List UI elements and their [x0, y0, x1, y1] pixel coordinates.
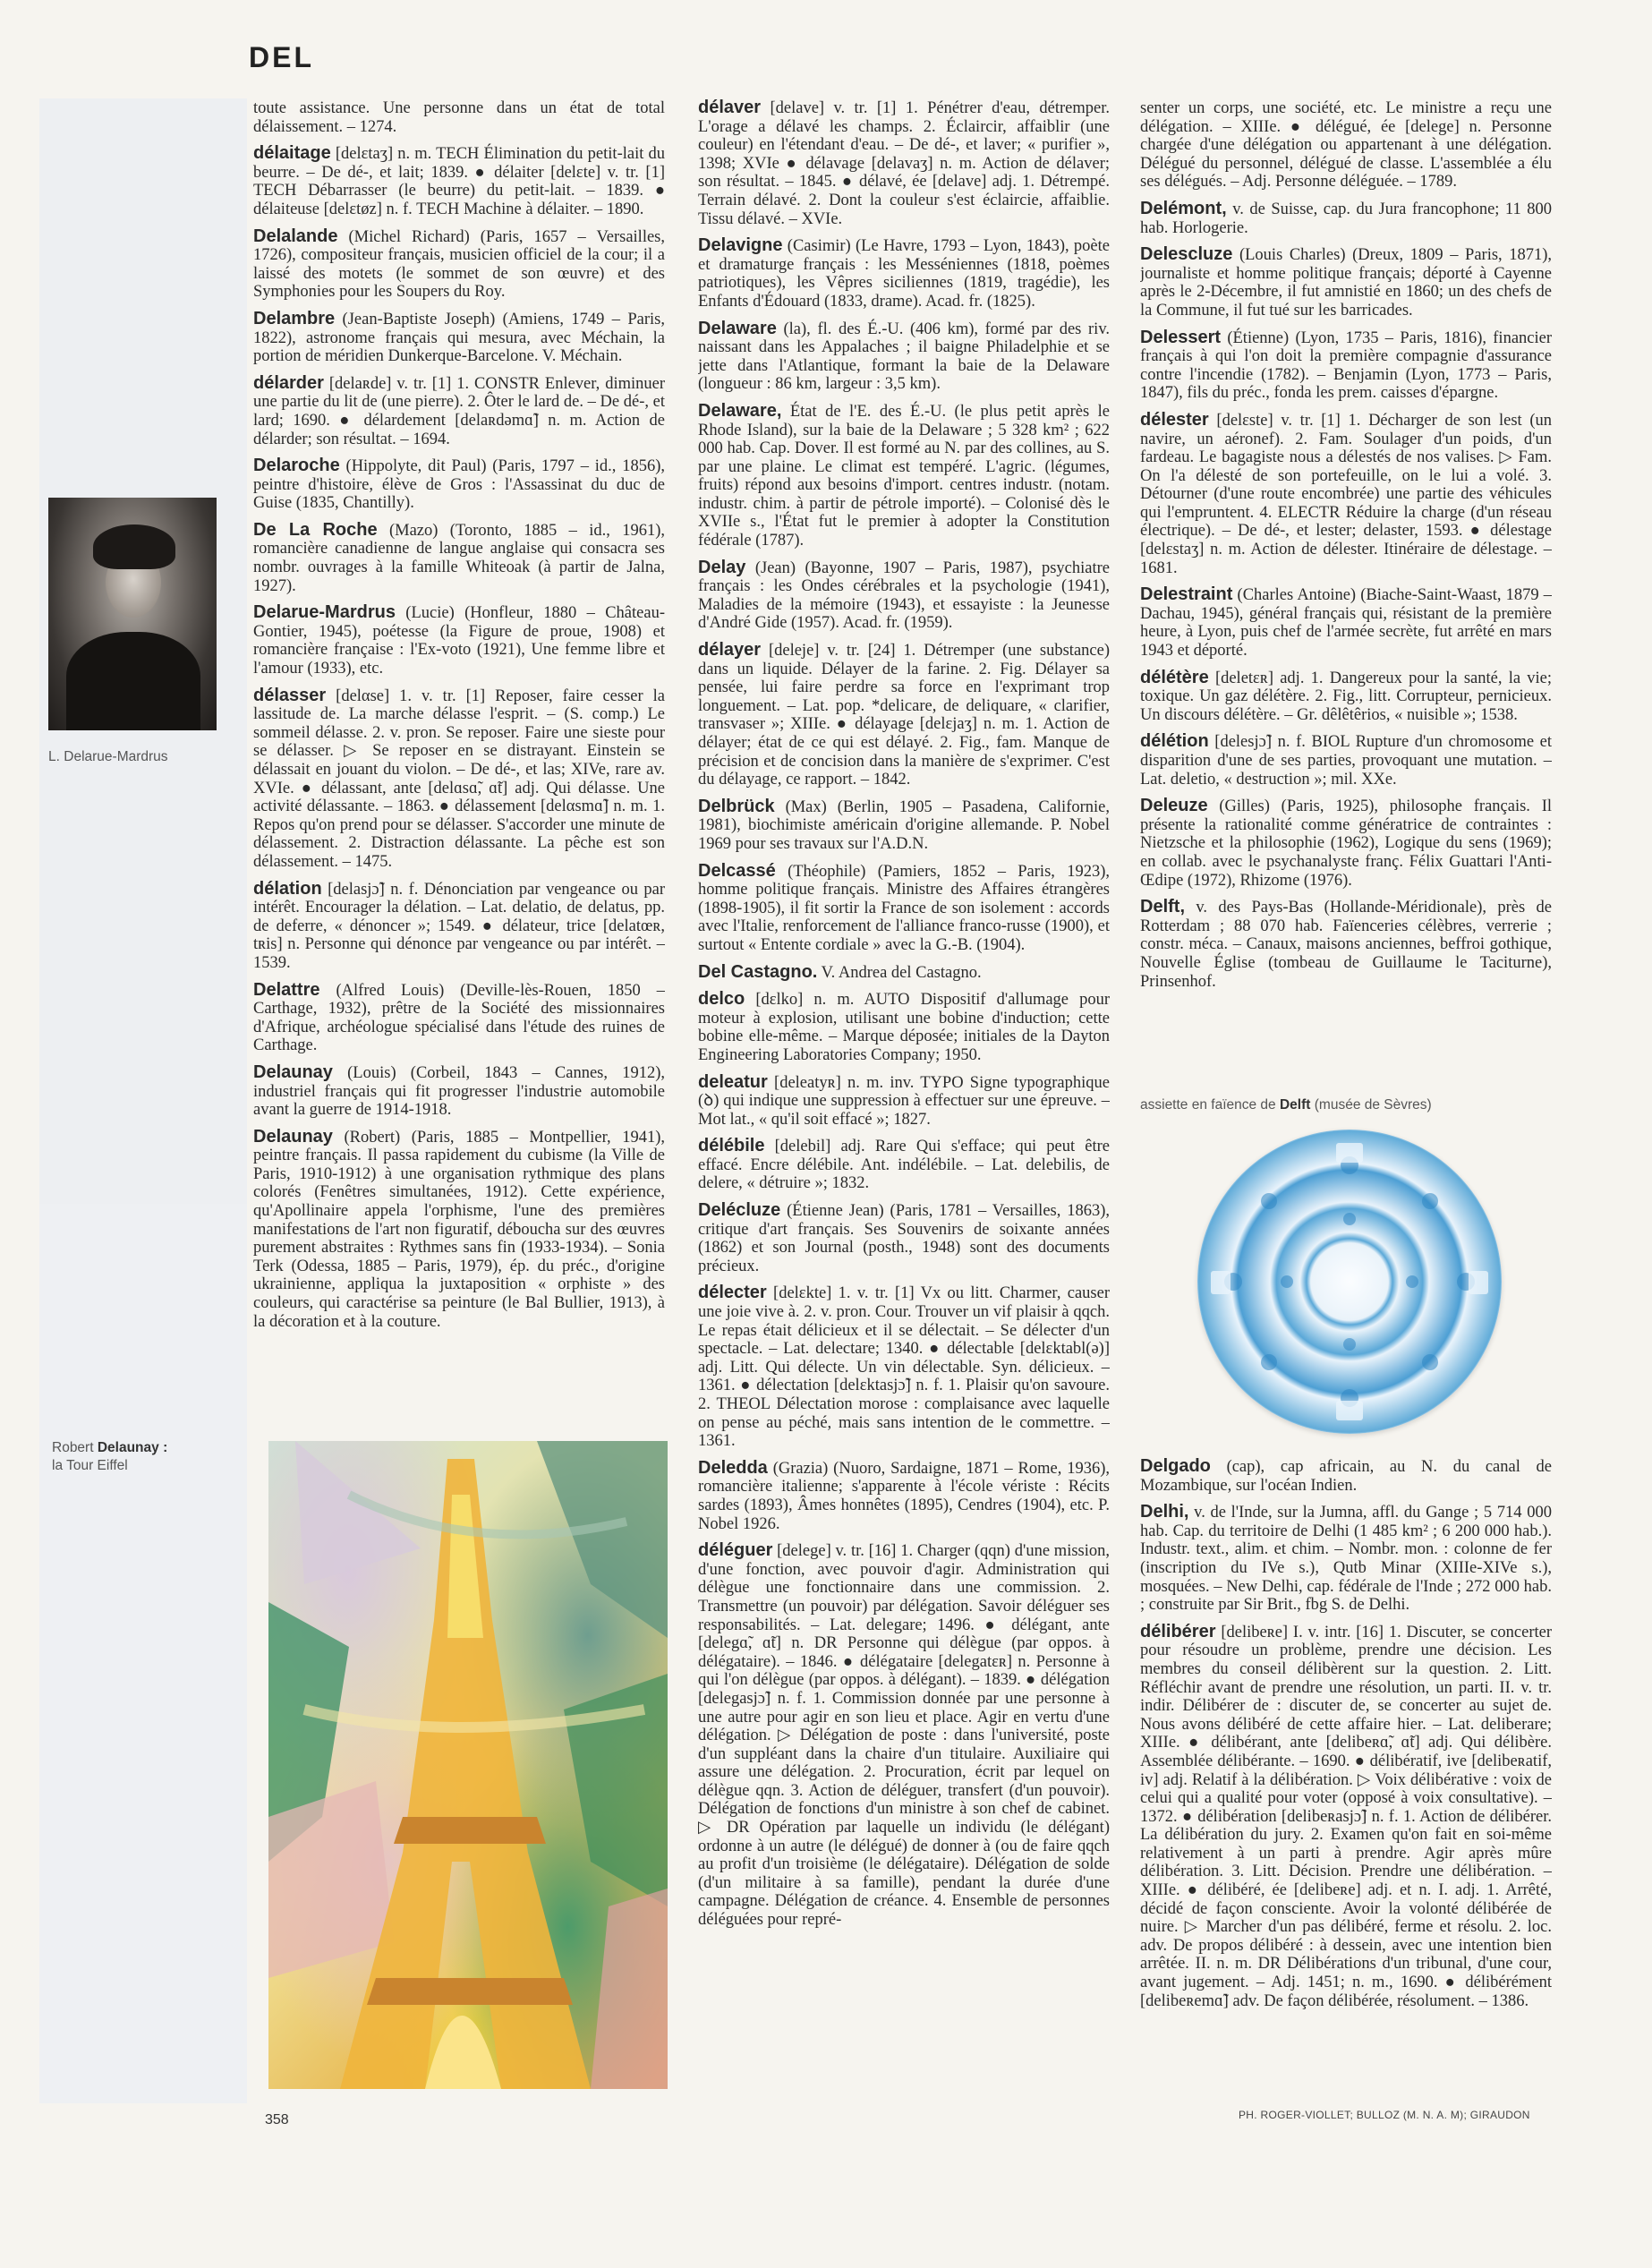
dictionary-entry	[253, 144, 665, 218]
dictionary-entry	[1140, 1503, 1552, 1615]
entry-definition: toute assistance. Une personne dans un état de total délaissement. – 1274.	[253, 99, 665, 136]
entry-definition: [delibeʀe] I. v. intr. [16] 1. Discuter, se concerter pour résoudre un problème, prendre une décision. Les membres du conseil délibèrent sur la question. 2. Litt. Réfléchir avant de prendre une résolution, un parti. II. v. tr. indir. Délibérer de : discuter de, se concerter au sujet de. Nous avons délibéré de cette affaire hier. – Lat. deliberare; XIIIe. ● délibérant, ante [delibeʀɑ̃, ɑ̃t] adj. Qui délibère. Assemblée délibérante. – 1690. ● délibératif, ive [delibeʀatif, iv] adj. Relatif à la délibération. ▷ Voix délibérative : voix de celui qui a qualité pour voter (opposé à voix consultative). – 1372. ● délibération [delibeʀasjɔ̃] n. f. 1. Action de délibérer. La délibération du jury. 2. Examen qu'on fait en soi-même relativement à un parti à prendre. Agir après mûre délibération. 3. Litt. Décision. Prendre une délibération. – XIIIe. ● délibéré, ée [delibeʀe] adj. et n. I. adj. 1. Arrêté, décidé de façon consciente. Avoir la volonté délibérée de nuire. ▷ Marcher d'un pas délibéré, ferme et résolu. 2. loc. adv. De propos délibéré : à dessein, avec une intention bien arrêtée. II. n. m. DR Délibérations d'un tribunal, d'une cour, avant jugement. – Adj. 1451; n. m., 1690. ● délibérément [delibeʀemɑ̃] adv. De façon délibérée, résolument. – 1386.	[1140, 1623, 1552, 2010]
entry-definition: (Charles Antoine) (Biache-Saint-Waast, 1879 – Dachau, 1945), général français qui, résistant de la première heure, à Lyon, puis chef de l'armée secrète, fut arrêté en mars 1943 et déporté.	[1140, 586, 1552, 661]
entry-definition: [delave] v. tr. [1] 1. Pénétrer d'eau, détremper. L'orage a délavé les champs. 2. Éclaircir, affaiblir (une couleur) en l'étendant d'eau. – De dé-, et laver; « purifier », 1398; XVIe ● délavage [delavaʒ] n. m. Action de délaver; son résultat. – 1845. ● délavé, ée [delave] adj. 1. Détrempé. Terrain délavé. 2. Dont la couleur s'est éclaircie, affaiblie. Tissu délavé. – XVIe.	[698, 99, 1110, 228]
column-2	[698, 98, 1110, 2094]
page-header-letters: DEL	[249, 41, 314, 73]
entry-headword: Delambre	[253, 308, 336, 328]
entry-definition: (Gilles) (Paris, 1925), philosophe français. Il présente la rationalité comme génératrice de contraintes : Nietzsche et la philosophie (1962), Logique du sens (1969); en collab. avec le psychanalyste franç. Félix Guattari l'Anti-Œdipe (1972), Rhizome (1976).	[1140, 797, 1552, 890]
entry-headword: déléguer	[698, 1540, 773, 1561]
dictionary-entry	[253, 374, 665, 448]
photo-credits: PH. ROGER-VIOLLET; BULLOZ (M. N. A. M); GIRAUDON	[1239, 2109, 1530, 2121]
entry-definition: (Hippolyte, dit Paul) (Paris, 1797 – id., 1856), peintre d'histoire, élève de Gros : l'Assassinat du duc de Guise (1835, Chantilly).	[253, 457, 665, 513]
entry-headword: Delbrück	[698, 796, 775, 816]
caption-prefix: Robert	[52, 1440, 94, 1455]
entry-headword: délébile	[698, 1136, 765, 1156]
entry-definition: (Mazo) (Toronto, 1885 – id., 1961), romancière canadienne de langue anglaise qui consacra ses nombr. ouvrages à la famille Whiteoak (à partir de Jalna, 1927).	[253, 521, 665, 595]
entry-headword: délibérer	[1140, 1621, 1216, 1641]
eiffel-tower-illustration	[268, 1441, 668, 2089]
entry-definition: (Max) (Berlin, 1905 – Pasadena, Californie, 1981), biochimiste américain d'origine allemande. P. Nobel 1969 pour ses travaux sur l'A.D.N.	[698, 797, 1110, 853]
caption-delft	[1140, 1096, 1552, 1114]
entry-definition: (Jean-Baptiste Joseph) (Amiens, 1749 – Paris, 1822), astronome français qui mesura, avec Méchain, la portion de méridien Dunkerque-Barcelone. V. Méchain.	[253, 310, 665, 366]
plate-pattern-illustration	[1197, 1130, 1502, 1434]
caption-name: Delarue-Mardrus	[64, 749, 168, 764]
caption-delaunay	[52, 1439, 231, 1475]
entry-definition: [deleatyʀ] n. m. inv. TYPO Signe typographique (ꝺ) qui indique une suppression à effectuer sur une épreuve. – Mot lat., « qu'il soit effacé »; 1827.	[698, 1073, 1110, 1129]
entry-headword: Delarue-Mardrus	[253, 602, 396, 623]
dictionary-entry	[1140, 98, 1552, 192]
entry-headword: deleatur	[698, 1071, 768, 1092]
entry-definition: [dɛlko] n. m. AUTO Dispositif d'allumage pour moteur à explosion, utilisant une bobine d'induction; cette bobine elle-même. – Marque déposée; initiales de la Dayton Engineering Laboratories Company; 1950.	[698, 991, 1110, 1064]
dictionary-entry	[698, 320, 1110, 394]
dictionary-entry	[253, 686, 665, 872]
entry-headword: delco	[698, 989, 745, 1010]
column-1	[253, 98, 665, 1430]
entry-headword: Delalande	[253, 226, 338, 246]
entry-headword: Delgado	[1140, 1457, 1211, 1476]
dictionary-entry	[253, 227, 665, 302]
entry-headword: Deleuze	[1140, 796, 1208, 816]
entry-definition: (Théophile) (Pamiers, 1852 – Paris, 1923), homme politique français. Ministre des Affaires étrangères (1898-1905), il fit sortir la France de son isolement : accords avec l'Italie, renforcement de l'alliance franco-russe (1900), et surtout « Entente cordiale » avec la G.-B. (1904).	[698, 862, 1110, 954]
dictionary-entry	[698, 641, 1110, 789]
dictionary-entry	[698, 862, 1110, 955]
dictionary-entry	[698, 1201, 1110, 1275]
dictionary-entry	[698, 963, 1110, 983]
dictionary-entry	[253, 456, 665, 513]
dictionary-entry	[1140, 898, 1552, 991]
entry-headword: délaver	[698, 98, 762, 117]
dictionary-entry	[253, 521, 665, 595]
entry-headword: Deledda	[698, 1457, 768, 1478]
entry-definition: [delasjɔ̃] n. f. Dénonciation par vengeance ou par intérêt. Encourager la délation. – Lat. delatio, de delatus, pp. de deferre, « dénoncer »; 1549. ● délateur, trice [delatœʀ, tʀis] n. Personne qui dénonce par vengeance ou par intérêt. – 1539.	[253, 880, 665, 972]
entry-definition: V. Andrea del Castagno.	[821, 963, 982, 982]
entry-definition: [delege] v. tr. [16] 1. Charger (qqn) d'une mission, d'une fonction, avec pouvoir d'agir. Administration qui délègue une fonctionnaire dans une commission. 2. Transmettre (un pouvoir) par délégation. Savoir déléguer ses responsabilités. – Lat. delegare; 1496. ● délégant, ante [delegɑ̃, ɑ̃t] n. DR Personne qui délègue (par oppos. à délégataire). – 1846. ● délégataire [delegatεʀ] n. Personne à qui l'on délègue (par oppos. à délégant). – 1839. ● délégation [delegasjɔ̃] n. f. 1. Commission donnée par une personne à une autre pour agir en son lieu et place. Agir en vertu d'une délégation. ▷ Délégation de poste : dans l'université, poste d'un suppléant dans la chaire d'un titulaire. Auxiliaire qui assure une délégation. 2. Procuration, écrit par lequel on délègue qqn. 3. Action de déléguer, transfert (d'un pouvoir). Délégation de fonctions d'un ministre à son chef de cabinet. ▷ DR Opération par laquelle un individu (le délégant) ordonne à un autre (le délégué) de donner à (ou de faire qqch au profit d'un troisième (le délégataire). Délégation de solde (d'un militaire à sa famille), pendant la durée d'une campagne. Délégation de créance. 4. Ensemble de personnes déléguées pour repré-	[698, 1542, 1110, 1930]
entry-headword: Delaunay	[253, 1062, 333, 1082]
dictionary-entry	[253, 1128, 665, 1332]
page-number: 358	[265, 2112, 289, 2127]
entry-headword: délester	[1140, 409, 1209, 430]
entry-headword: Delcassé	[698, 860, 776, 881]
dictionary-entry	[1140, 669, 1552, 725]
entry-headword: Delay	[698, 557, 746, 577]
caption-prefix: assiette en faïence de	[1140, 1097, 1276, 1113]
column-3-top	[1140, 98, 1552, 1083]
delft-plate-image	[1197, 1130, 1502, 1434]
entry-definition: [delesjɔ̃] n. f. BIOL Rupture d'un chromosome et disparition d'une de ses parties, provoquant une mutation. – Lat. deletio, « destruction »; mil. XXe.	[1140, 733, 1552, 789]
entry-definition: v. de l'Inde, sur la Jumna, affl. du Gange ; 5 714 000 hab. Cap. du territoire de Delhi (1 485 km² ; 6 200 000 hab.). Industr. text., alim. et chim. – Nombr. mon. : colonne de fer (inscription du IVe s.), Qutb Minar (XIIIe-XIVe s.), mosquées. – New Delhi, cap. fédérale de l'Inde ; 272 000 hab. ; construite par Sir Brit., fbg S. de Delhi.	[1140, 1504, 1552, 1615]
entry-headword: Delft,	[1140, 897, 1185, 917]
entry-headword: Del Castagno.	[698, 961, 818, 982]
entry-definition: [deleje] v. tr. [24] 1. Détremper (une substance) dans un liquide. Délayer de la farine. 2. Fig. Délayer sa pensée, lui faire perdre sa force en l'exprimant trop longuement. – Lat. pop. *delicare, de deliquare, « clarifier, transvaser »; XIIIe. ● délayage [delεjaʒ] n. m. 1. Action de délayer; état de ce qui est délayé. 2. Fig., fam. Manque de précision et de concision dans la manière de s'exprimer. C'est du délayage, ce rapport. – 1842.	[698, 642, 1110, 789]
column-3-bottom	[1140, 1457, 1552, 2094]
entry-definition: v. des Pays-Bas (Hollande-Méridionale), près de Rotterdam ; 88 070 hab. Faïenceries célèbres, verrerie ; constr. méca. – Canaux, maisons anciennes, beffroi gothique, Nouvelle Église (tombeau de Guillaume le Taciturne), Prinsenhof.	[1140, 899, 1552, 991]
dictionary-entry	[698, 1541, 1110, 1929]
caption-name: Delft	[1279, 1097, 1311, 1113]
entry-definition: [delaʀde] v. tr. [1] 1. CONSTR Enlever, diminuer une partie du lit de (une pierre). 2. Ôter le lard de. – De dé-, et lard; 1690. ● délardement [delaʀdəmɑ̃] n. m. Action de délarder; son résultat. – 1694.	[253, 374, 665, 448]
entry-definition: (Michel Richard) (Paris, 1657 – Versailles, 1726), compositeur français, musicien officiel de la cour; il a laissé des motets (le sommet de son œuvre) et des Symphonies pour les Soupers du Roy.	[253, 227, 665, 302]
entry-definition: (Jean) (Bayonne, 1907 – Paris, 1987), psychiatre français : les Ondes cérébrales et la psychologie (1941), Maladies de la mémoire (1943), et essayiste : la Jeunesse d'André Gide (1957). Acad. fr. (1959).	[698, 558, 1110, 633]
dictionary-entry	[253, 310, 665, 366]
entry-definition: [delebil] adj. Rare Qui s'efface; qui peut être effacé. Encre délébile. Ant. indélébile. – Lat. delebilis, de delere, « détruire »; 1832.	[698, 1138, 1110, 1193]
entry-headword: De La Roche	[253, 519, 378, 540]
entry-definition: [delεste] v. tr. [1] 1. Décharger de son lest (un navire, un aéronef). 2. Fam. Soulager d'un poids, d'un fardeau. Le bagagiste nous a délestés de nos valises. ▷ Fam. On l'a délesté de son portefeuille, on le lui a volé. 3. Détourner (d'une route encombrée) une partie des véhicules qui l'empruntent. 4. ELECTR Réduire la charge (d'un réseau électrique). – De dé-, et lester; delaster, 1593. ● délestage [delεstaʒ] n. m. Action de délester. Itinéraire de délestage. – 1681.	[1140, 411, 1552, 577]
entry-headword: Delescluze	[1140, 244, 1233, 265]
entry-headword: délétère	[1140, 667, 1209, 687]
entry-definition: [delεtaʒ] n. m. TECH Élimination du petit-lait du beurre. – De dé-, et lait; 1839. ● délaiter [delεte] v. tr. [1] TECH Débarrasser (le beurre) du petit-lait. – 1839. ● délaiteuse [delεtøz] n. f. TECH Machine à délaiter. – 1890.	[253, 145, 665, 218]
entry-definition: [delεkte] 1. v. tr. [1] Vx ou litt. Charmer, causer une joie vive à. 2. v. pron. Cour. Trouver un vif plaisir à qqch. Le repas était délicieux et il se délectait. – Se délecter d'un spectacle. – Lat. delectare; 1340. ● délectable [delεktabl(ə)] adj. Litt. Qui délecte. Un vin délectable. Syn. délicieux. – 1361. ● délectation [delεktasjɔ̃] n. f. 1. Plaisir qu'on savoure. 2. THEOL Délectation morose : complaisance avec laquelle on pense au péché, mais sans intention de le commettre. – 1361.	[698, 1284, 1110, 1451]
entry-definition: (Étienne) (Lyon, 1735 – Paris, 1816), financier français à qui l'on doit la première compagnie d'assurance contre l'incendie (1782). – Benjamin (Lyon, 1773 – Paris, 1847), fils du préc., fonda les prem. caisses d'épargne.	[1140, 328, 1552, 403]
entry-headword: délation	[253, 878, 322, 899]
entry-definition: (la), fl. des É.-U. (406 km), formé par des riv. naissant dans les Appalaches ; il baigne Philadelphie et se jette dans l'Atlantique, formant la baie de la Delaware (longueur : 86 km, largeur : 3,5 km).	[698, 320, 1110, 394]
entry-headword: Delattre	[253, 979, 320, 1000]
dictionary-entry	[698, 98, 1110, 228]
dictionary-entry	[253, 1063, 665, 1120]
sidebar-panel-bottom	[39, 1204, 247, 2103]
entry-definition: État de l'E. des É.-U. (le plus petit après le Rhode Island), sur la baie de la Delaware ; 5 328 km² ; 622 000 hab. Cap. Dover. Il est formé au N. par des collines, au S. par une plaine. Le climat est tempéré. L'agric. (légumes, fruits) répond aux besoins d'import. centres industr. (notam. industr. chim. à partir de pétrole importé). – Colonisé dès le XVIIe s., l'État fut le premier à adopter la Constitution fédérale (1787).	[698, 402, 1110, 550]
entry-headword: délecter	[698, 1283, 767, 1303]
dictionary-entry	[1140, 328, 1552, 403]
caption-subtitle: la Tour Eiffel	[52, 1458, 128, 1473]
dictionary-entry	[1140, 797, 1552, 890]
entry-definition: (Robert) (Paris, 1885 – Montpellier, 1941), peintre français. Il passa rapidement du cubisme (la Ville de Paris, 1910-1912) à une organisation rythmique des plans colorés (Fenêtres simultanées, 1912). Cette expérience, qu'Apollinaire appela l'orphisme, l'une des premières manifestations de l'art non figuratif, déboucha sur des œuvres purement abstraites : Rythmes sans fin (1933-1934). – Sonia Terk (Odessa, 1885 – Paris, 1979), ép. du préc., d'origine ukrainienne, appliqua la juxtaposition « orphiste » des couleurs, qui caractérise sa peinture (le Bal Bullier, 1913), à la décoration et à la couture.	[253, 1128, 665, 1331]
dictionary-entry	[698, 402, 1110, 550]
entry-headword: Delémont,	[1140, 198, 1227, 218]
dictionary-entry	[698, 1137, 1110, 1193]
dictionary-entry	[253, 603, 665, 678]
caption-prefix: L.	[48, 749, 60, 764]
painting-tour-eiffel	[268, 1441, 668, 2089]
dictionary-entry	[253, 880, 665, 973]
entry-headword: Delestraint	[1140, 584, 1233, 605]
dictionary-entry	[1140, 1623, 1552, 2010]
entry-definition: (cap), cap africain, au N. du canal de Mozambique, sur l'océan Indien.	[1140, 1458, 1552, 1495]
caption-name: Delaunay :	[97, 1440, 168, 1455]
dictionary-entry	[698, 797, 1110, 854]
dictionary-entry	[1140, 732, 1552, 789]
entry-definition: (Louis) (Corbeil, 1843 – Cannes, 1912), industriel français qui fit progresser l'industrie automobile avant la guerre de 1914-1918.	[253, 1063, 665, 1120]
entry-headword: délaitage	[253, 143, 331, 164]
dictionary-entry	[1140, 411, 1552, 577]
entry-headword: Delécluze	[698, 1200, 781, 1221]
dictionary-entry	[698, 558, 1110, 633]
entry-headword: Delaware	[698, 318, 777, 338]
entry-definition: (Étienne Jean) (Paris, 1781 – Versailles, 1863), critique d'art français. Ses Souvenirs de soixante années (1862) et son Journal (posth., 1948) sont des documents précieux.	[698, 1202, 1110, 1275]
entry-definition: [deletεʀ] adj. 1. Dangereux pour la santé, la vie; toxique. Un gaz délétère. 2. Fig., litt. Corrupteur, pernicieux. Un discours délétère. – Gr. dêlêtêrios, « nuisible »; 1538.	[1140, 669, 1552, 724]
dictionary-entry	[1140, 1457, 1552, 1495]
dictionary-entry	[1140, 200, 1552, 237]
entry-definition: (Alfred Louis) (Deville-lès-Rouen, 1850 – Carthage, 1932), prêtre de la Société des missionnaires d'Afrique, archéologue spécialisé dans l'étude des ruines de Carthage.	[253, 981, 665, 1055]
caption-delarue-mardrus	[48, 748, 168, 766]
dictionary-entry	[1140, 585, 1552, 660]
entry-definition: (Louis Charles) (Dreux, 1809 – Paris, 1871), journaliste et homme politique français; déporté à Cayenne après le 2-Décembre, il fut amnistié en 1860; un des chefs de la Commune, il fut tué sur les barricades.	[1140, 246, 1552, 320]
entry-headword: délasser	[253, 685, 327, 705]
entry-headword: Delaroche	[253, 456, 340, 476]
dictionary-entry	[698, 236, 1110, 311]
entry-definition: senter un corps, une société, etc. Le ministre a reçu une délégation. – XIIIe. ● délégué, ée [delege] n. Personne chargée d'une délégation ou appartenant à une délégation. Délégué du personnel, délégué de classe. L'assemblée a élu ses délégués. – Adj. Personne déléguée. – 1789.	[1140, 99, 1552, 192]
dictionary-entry	[1140, 245, 1552, 320]
entry-headword: délétion	[1140, 731, 1209, 752]
dictionary-entry	[253, 98, 665, 136]
dictionary-entry	[698, 990, 1110, 1064]
caption-suffix: (musée de Sèvres)	[1314, 1097, 1432, 1113]
dictionary-entry	[698, 1459, 1110, 1533]
entry-definition: v. de Suisse, cap. du Jura francophone; 11 800 hab. Horlogerie.	[1140, 200, 1552, 237]
dictionary-entry	[698, 1073, 1110, 1130]
entry-definition: (Grazia) (Nuoro, Sardaigne, 1871 – Rome, 1936), romancière italienne; s'apparente à l'école vériste : Récits sardes (1893), Âmes honnêtes (1895), Cendres (1904), etc. P. Nobel 1926.	[698, 1459, 1110, 1533]
entry-headword: Delessert	[1140, 327, 1222, 347]
entry-definition: [delαse] 1. v. tr. [1] Reposer, faire cesser la lassitude de. La marche délasse l'esprit. – (S. comp.) Le sommeil délasse. 2. v. pron. Se reposer. Faire une sieste pour se délasser. ▷ Se reposer en se distrayant. Einstein se délassait en jouant du violon. – De dé-, et las; XIVe, rare av. XVIe. ● délassant, ante [delɑsɑ̃, ɑ̃t] adj. Qui délasse. Une activité délassante. – 1863. ● délassement [delαsmɑ̃] n. m. 1. Repos qu'on prend pour se délasser. S'accorder une minute de délassement. 2. Distraction délassante. La pêche est son délassement. – 1475.	[253, 686, 665, 871]
dictionary-entry	[698, 1283, 1110, 1450]
entry-headword: Delhi,	[1140, 1502, 1189, 1522]
entry-headword: Delavigne	[698, 235, 783, 256]
entry-definition: (Lucie) (Honfleur, 1880 – Château-Gontier, 1945), poétesse (la Figure de proue, 1908) et romancière française : l'Ex-voto (1921), Une femme libre et l'amour (1933), etc.	[253, 604, 665, 678]
entry-headword: délarder	[253, 372, 324, 393]
entry-headword: Delaware,	[698, 400, 782, 421]
dictionary-entry	[253, 981, 665, 1055]
entry-definition: (Casimir) (Le Havre, 1793 – Lyon, 1843), poète et dramaturge français : les Messéniennes (1818, poèmes patriotiques), les Vêpres siciliennes (1819, tragédie), les Enfants d'Édouard (1833, drame). Acad. fr. (1825).	[698, 237, 1110, 311]
portrait-photo-delarue-mardrus	[48, 498, 217, 730]
entry-headword: délayer	[698, 640, 762, 661]
entry-headword: Delaunay	[253, 1126, 333, 1147]
